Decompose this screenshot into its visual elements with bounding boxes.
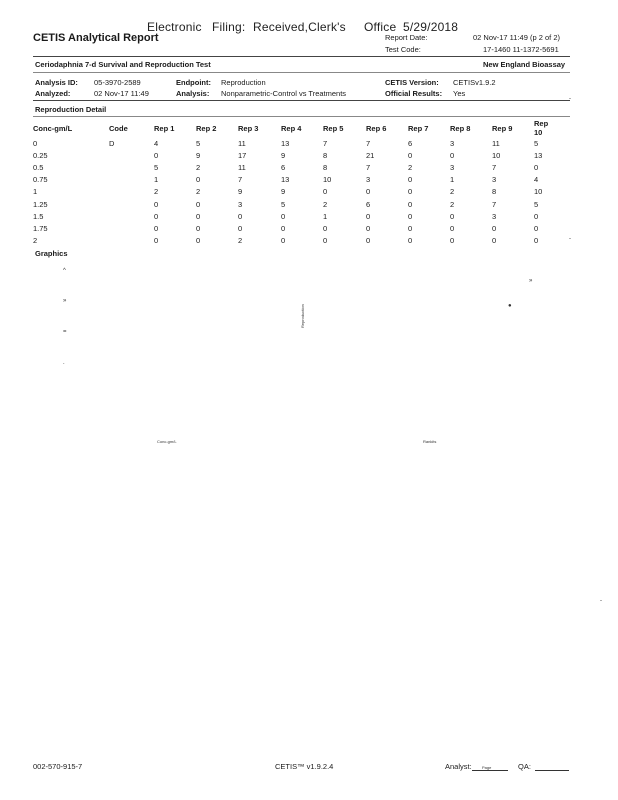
- info-bottom-rule: [33, 100, 570, 101]
- table-cell: 2: [323, 199, 328, 209]
- table-row: [33, 174, 554, 186]
- stamp-word-electronic: Electronic: [147, 20, 202, 34]
- column-header: Conc-gm/L: [33, 123, 73, 133]
- table-cell: 2: [238, 236, 243, 246]
- table-cell: 0: [492, 236, 497, 246]
- column-header: Rep 2: [196, 123, 217, 133]
- table-cell: 11: [492, 138, 500, 148]
- table-cell: 3: [492, 211, 497, 221]
- table-cell: 10: [323, 175, 332, 185]
- table-cell: 0: [154, 211, 159, 221]
- table-cell: 0: [281, 211, 286, 221]
- column-header: Rep 6: [366, 123, 387, 133]
- table-cell: 2: [450, 199, 455, 209]
- table-cell: 7: [492, 162, 497, 172]
- table-cell: 0: [534, 236, 539, 246]
- test-code-label: Test Code:: [385, 45, 421, 54]
- table-cell: D: [109, 138, 115, 148]
- table-cell: 0: [323, 187, 328, 197]
- table-row: [33, 235, 554, 247]
- table-cell: 0: [534, 162, 539, 172]
- table-cell: 1.25: [33, 199, 48, 209]
- table-cell: 0: [408, 175, 413, 185]
- stamp-word-office: Office: [364, 20, 397, 34]
- table-cell: 0: [534, 211, 539, 221]
- table-cell: [109, 198, 154, 210]
- table-cell: [109, 161, 154, 173]
- analyzed-value: 02 Nov-17 11:49: [94, 89, 149, 98]
- table-cell: 7: [323, 138, 328, 148]
- table-cell: 0: [408, 236, 413, 246]
- table-cell: 0: [366, 187, 371, 197]
- chart-point: »: [529, 278, 533, 284]
- table-cell: 21: [366, 150, 375, 160]
- table-cell: 11: [238, 162, 246, 172]
- info-rule: [33, 72, 570, 73]
- report-title: CETIS Analytical Report: [33, 32, 159, 44]
- table-cell: 0: [323, 223, 328, 233]
- table-cell: 6: [366, 199, 371, 209]
- table-cell: 3: [450, 138, 455, 148]
- table-cell: 1: [154, 175, 159, 185]
- test-code-value: 17-1460 11-1372-5691: [483, 45, 559, 54]
- table-row: [33, 186, 554, 198]
- official-value: Yes: [453, 89, 466, 98]
- table-cell: 13: [534, 150, 543, 160]
- chart-left-x-label: Conc-gm/L: [157, 439, 177, 444]
- test-name: Ceriodaphnia 7-d Survival and Reproduction Test: [35, 60, 211, 69]
- table-cell: 0: [238, 211, 243, 221]
- table-cell: 4: [534, 175, 539, 185]
- table-cell: 5: [534, 199, 539, 209]
- table-cell: 9: [281, 187, 286, 197]
- table-row: [33, 161, 554, 173]
- column-header: Rep 1: [154, 123, 175, 133]
- chart-point: »: [63, 298, 67, 304]
- table-cell: 0: [450, 223, 455, 233]
- table-cell: [109, 174, 154, 186]
- table-cell: 0.75: [33, 175, 48, 185]
- chart-point: =: [63, 329, 67, 335]
- header-rule: [33, 56, 570, 57]
- analysis-label: Analysis:: [176, 89, 210, 98]
- stamp-word-filing: Filing:: [212, 20, 246, 34]
- table-cell: 9: [281, 150, 286, 160]
- table-cell: 7: [238, 175, 243, 185]
- table-cell: 10: [492, 150, 501, 160]
- table-cell: 0: [196, 236, 201, 246]
- analyst-signature-line: [472, 770, 508, 771]
- table-cell: 0: [33, 138, 38, 148]
- table-cell: 1.5: [33, 211, 44, 221]
- table-cell: 8: [323, 150, 328, 160]
- table-cell: 7: [366, 162, 371, 172]
- table-cell: 6: [281, 162, 286, 172]
- column-header: Rep 8: [450, 123, 471, 133]
- table-cell: 0.5: [33, 162, 44, 172]
- margin-mark: -: [569, 96, 571, 102]
- table-cell: 2: [450, 187, 455, 197]
- stamp-date: 5/29/2018: [403, 20, 459, 34]
- table-row: [33, 137, 554, 149]
- table-cell: 0: [154, 236, 159, 246]
- table-cell: 0: [154, 150, 159, 160]
- table-row: [33, 222, 554, 234]
- chart-point: ●: [508, 303, 512, 309]
- table-cell: 13: [281, 138, 290, 148]
- table-cell: 0: [281, 223, 286, 233]
- table-cell: [109, 210, 154, 222]
- table-cell: 4: [154, 138, 159, 148]
- table-cell: 0: [408, 199, 413, 209]
- table-cell: 3: [450, 162, 455, 172]
- table-cell: [109, 235, 154, 247]
- table-cell: 3: [492, 175, 497, 185]
- cetis-version-label: CETIS Version:: [385, 78, 439, 87]
- margin-mark: -: [600, 598, 602, 604]
- reproduction-detail-table: [33, 119, 554, 247]
- column-header: Rep 7: [408, 123, 429, 133]
- table-cell: 0.25: [33, 150, 48, 160]
- table-cell: 0: [154, 199, 159, 209]
- table-cell: 0: [196, 211, 201, 221]
- table-cell: 0: [492, 223, 497, 233]
- table-row: [33, 149, 554, 161]
- table-cell: 1: [450, 175, 455, 185]
- table-cell: 0: [534, 223, 539, 233]
- footer-page-label: Page: [482, 765, 492, 770]
- official-label: Official Results:: [385, 89, 443, 98]
- table-cell: 2: [196, 162, 201, 172]
- table-cell: 5: [154, 162, 159, 172]
- report-date-label: Report Date:: [385, 33, 428, 42]
- table-row: [33, 198, 554, 210]
- table-cell: 0: [366, 211, 371, 221]
- table-cell: 0: [323, 236, 328, 246]
- table-cell: 0: [238, 223, 243, 233]
- chart-point: .: [63, 360, 65, 366]
- column-header: Rep 10: [534, 119, 549, 137]
- table-row: [33, 210, 554, 222]
- table-cell: 0: [408, 211, 413, 221]
- lab-name: New England Bioassay: [483, 60, 566, 69]
- report-date-value: 02 Nov-17 11:49 (p 2 of 2): [473, 33, 560, 42]
- table-cell: 0: [450, 211, 455, 221]
- endpoint-value: Reproduction: [221, 78, 266, 87]
- table-cell: 8: [492, 187, 497, 197]
- table-cell: 11: [238, 138, 246, 148]
- table-cell: 1: [33, 187, 38, 197]
- table-cell: [109, 186, 154, 198]
- chart-y-label: Reproduction: [300, 304, 305, 328]
- table-cell: [109, 149, 154, 161]
- detail-heading: Reproduction Detail: [35, 105, 107, 114]
- footer-left: 002-570-915-7: [33, 762, 83, 771]
- table-cell: 13: [281, 175, 290, 185]
- table-cell: 6: [408, 138, 413, 148]
- table-cell: 0: [408, 187, 413, 197]
- table-cell: 3: [238, 199, 243, 209]
- analysis-id-value: 05-3970-2589: [94, 78, 141, 87]
- table-cell: 0: [366, 223, 371, 233]
- table-cell: 10: [534, 187, 543, 197]
- table-cell: 0: [196, 175, 201, 185]
- table-cell: 5: [281, 199, 286, 209]
- column-header: Code: [109, 123, 128, 133]
- table-cell: [109, 222, 154, 234]
- table-cell: 9: [196, 150, 201, 160]
- table-cell: 0: [450, 236, 455, 246]
- table-cell: 17: [238, 150, 247, 160]
- table-cell: 8: [323, 162, 328, 172]
- analyzed-label: Analyzed:: [35, 89, 71, 98]
- table-cell: 1: [323, 211, 328, 221]
- table-cell: 5: [534, 138, 539, 148]
- analysis-id-label: Analysis ID:: [35, 78, 78, 87]
- table-body: [33, 137, 554, 247]
- chart-right-x-label: Rankits: [423, 439, 437, 444]
- table-cell: 0: [196, 199, 201, 209]
- table-cell: 0: [408, 150, 413, 160]
- stamp-word-received: Received,Clerk's: [253, 20, 346, 34]
- footer-center: CETIS™ v1.9.2.4: [275, 762, 334, 771]
- analysis-value: Nonparametric-Control vs Treatments: [221, 89, 347, 98]
- table-cell: 3: [366, 175, 371, 185]
- margin-mark: -: [569, 236, 571, 242]
- graphics-heading: Graphics: [35, 249, 68, 258]
- footer-qa-label: QA:: [518, 762, 531, 771]
- table-cell: 7: [492, 199, 497, 209]
- column-header: Rep 9: [492, 123, 513, 133]
- column-header: Rep 3: [238, 123, 259, 133]
- table-cell: 0: [408, 223, 413, 233]
- column-header: Rep 4: [281, 123, 302, 133]
- endpoint-label: Endpoint:: [176, 78, 211, 87]
- table-cell: 2: [196, 187, 201, 197]
- table-cell: 0: [196, 223, 201, 233]
- table-cell: 7: [366, 138, 371, 148]
- table-header-row: [33, 119, 554, 137]
- table-cell: 2: [154, 187, 159, 197]
- table-cell: 1.75: [33, 223, 48, 233]
- table-cell: 0: [154, 223, 159, 233]
- table-cell: 2: [408, 162, 413, 172]
- table-cell: 0: [366, 236, 371, 246]
- table-cell: 2: [33, 236, 38, 246]
- table-cell: 9: [238, 187, 243, 197]
- qa-signature-line: [535, 770, 569, 771]
- detail-rule: [33, 116, 570, 117]
- footer-analyst-label: Analyst:: [445, 762, 472, 771]
- column-header: Rep 5: [323, 123, 344, 133]
- table-cell: 0: [450, 150, 455, 160]
- chart-point: ^: [63, 268, 66, 274]
- table-cell: 5: [196, 138, 201, 148]
- table-cell: 0: [281, 236, 286, 246]
- cetis-version-value: CETISv1.9.2: [453, 78, 496, 87]
